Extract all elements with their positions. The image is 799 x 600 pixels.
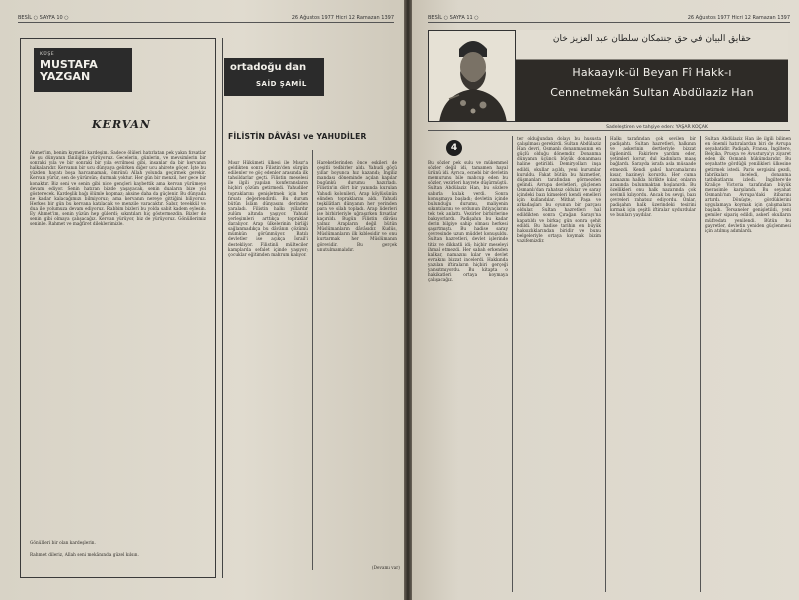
section-author: SAİD ŞAMİL	[256, 80, 307, 88]
filistin-headline: FİLİSTİN DÂVÂSI ve YAHUDİLER	[228, 132, 367, 141]
right-page	[412, 0, 799, 600]
right-body-column-4: Sultan Abdülaziz Han ile ilgili bilinen en önemli hatıralardan biri de Avrupa seyahatidir. Padişah, Fransa, İngiltere, Belçika, Prusya ve Avusturya'yı ziyaret eden ilk Osmanlı hükümdarıdır. Bu seyahatte gördüğü yenilikleri ülkesine getirmek istedi. Paris sergisini gezdi, fabrikaları inceledi, donanma tatbikatlarını izledi. İngiltere'de Kraliçe Victoria tarafından büyük merasimle karşılandı. Bu seyahat Osmanlı'nın Avrupa'daki itibarını artırdı. Dönüşte, gördüklerini uygulamaya koymak için çalışmalara başladı. Tersaneler genişletildi, yeni gemiler sipariş edildi, askerî okulların müfredatı yenilendi. Bütün bu gayretler, devletin yeniden güçlenmesi için atılmış adımlardı.	[705, 136, 791, 233]
right-column-rule-3	[700, 136, 701, 592]
section-banner	[224, 58, 324, 96]
right-body-column-1: Bu sözler pek sulu ve mükemmel sözler değil idi, tamamen hayal ürünü idi. Ayrıca, ecnebi bir devletin memurunu bile mahcup eden bu sözler, vezirleri hayrete düşürmüştü. Sultan Abdülaziz Han, bu sözlere sabırla kulak verdi. Sonra konuşmaya başladı; devletin içinde bulunduğu durumu, maliyenin sıkıntılarını ve ordunun ihtiyaçlarını tek tek anlattı. Vezirler birbirlerine bakıyorlardı. Padişahın bu kadar derin bilgiye sahip olması herkesi şaşırtmıştı. Bu hadise saray çevresinde uzun müddet konuşuldu. Sultan hazretleri, devlet işlerinde titiz ve dikkatli idi; hiçbir meseleyi ihmal etmezdi. Her sabah erkenden kalkar, namazını kılar ve devlet evrakını bizzat incelerdi. Hakkında yazılan iftiraların hiçbiri gerçeği yansıtmıyordu. Bu kitapta o hakikatleri ortaya koymaya çalışacağız.	[428, 160, 508, 283]
article-title-kervan: KERVAN	[92, 118, 151, 131]
ottoman-script-title: حقايق البيان في حق جنتمكان سلطان عبد العزيز خان	[552, 34, 752, 44]
title-banner	[516, 30, 788, 122]
title-line-1: Hakaayık-ül Beyan Fî Hakk-ı	[572, 66, 732, 79]
title-divider	[428, 130, 790, 131]
prepared-by-credit: Sadeleştiren ve tahşiye eden: YAŞAR KOÇAK	[606, 125, 708, 130]
right-body-column-2: ter olduğundan dolayı bu hususta çalışılması gerekirdi. Sultan Abdülaziz Han devri, Osmanlı donanmasının en güçlü olduğu dönemdir. Donanma dünyanın üçüncü büyük donanması haline getirildi. Demiryolları inşa edildi, okullar açıldı, yeni kurumlar kuruldu. Fakat bütün bu hizmetler, düşmanları tarafından görmezden gelindi. Avrupa devletleri, güçlenen Osmanlı'dan rahatsız oldular ve saray içindeki bazı kimseleri kendi emelleri için kullandılar. Mithat Paşa ve arkadaşları bu oyunun bir parçası oldular. Sultan hazretleri hal edildikten sonra Çırağan Sarayı'na kapatıldı ve birkaç gün sonra şehit edildi. Bu hadise tarihin en büyük haksızlıklarından biridir ve bunu belgeleriyle ortaya koymak bizim vazifemizdir.	[517, 136, 601, 243]
installment-number-badge: 4	[446, 140, 462, 156]
column2-body-a: Mısır Hükümeti ülkesi ile Mısır'a geldikten sonra Filistin'den sürgün edilenler ve göç edenler arasında ilk tahsildarlar geçti. Filistin meselesi ile ilgili yapılan konferansların hiçbiri çözüm getirmedi. Yahudiler topraklarını genişletmek için her fırsatı değerlendirdi. Bu durum bütün İslâm dünyasını derinden yaraladı. Filistin halkı yıllardır zulüm altında yaşıyor. Yahudi yerleşimleri arttıkça topraklar daralıyor. Arap ülkelerinin birliği sağlanmadıkça bu dâvânın çözümü mümkün görünmüyor. Batılı devletler ise açıkça İsrail'i destekliyor. Filistinli mülteciler kamplarda sefalet içinde yaşıyor; çocuklar eğitimden mahrum kalıyor.	[228, 160, 308, 257]
column2-body-b: Hareketlerinden önce eskileri de çeşitli tedbirler aldı. Yahudi göçü yıllar boyunca hız kazandı; İngiliz mandası döneminde açılan kapılar bugünkü durumu hazırladı. Filistin'in dört bir yanında kurulan Yahudi kolonileri, Arap köylüsünün elinden topraklarını aldı. Yahudi teşkilâtları dünyanın her yerinden para ve silah topladı. Arap liderleri ise birbirleriyle uğraşırken fırsatlar kaçırıldı. Bugün Filistin dâvâsı yalnız Arapların değil bütün Müslümanların dâvâsıdır. Kudüs, Müslümanların ilk kıblesidir ve onu kurtarmak her Müslümanın görevidir. Bu gerçek unutulmamalıdır.	[317, 160, 397, 252]
sultan-portrait	[428, 30, 516, 122]
title-line-2: Cennetmekân Sultan Abdülaziz Han	[550, 86, 754, 99]
column1-closing-2: Rahmet dileriz, Allah seni mekânında güzel kılsın.	[30, 552, 139, 557]
author-first-name: MUSTAFA	[40, 58, 98, 71]
author-box	[34, 48, 132, 92]
right-column-rule-2	[605, 136, 606, 592]
column1-body: Ahmet'im, benim kıymetli kardeşim. Sadece ölüleri hatırlatan pek yakın fırsatlar ile şu dünyanın fâniliğine yürüyoruz. Gecelerin, günlerin, ve mevsimlerin bir sonraki yıla ve bir sonraki bir yıla evrilmesi gibi, insanlar da bir kervanın halkalarıdır. Kervanın bir ucu dünyaya gelirken diğer ucu ahirete göçer. İşte bu yüzden hayatı boşa harcamamak, ömrünü Allah yolunda geçirmek gerekir. Kervan yürür, sen de yürürsün; durmak yoktur. Her gün bir menzil, her gece bir konaktır. Biz seni ve senin gibi nice gençleri kaybettik ama kervan yürümeye devam ediyor. Senin hatıran bizde yaşayacak, senin duaların bize yol gösterecek. Kardeşlik bağı ölümle kopmaz; aksine daha da güçlenir. Bu dünyada ne kadar kalacağımızı bilmiyoruz; ama kervanın nereye gittiğini biliyoruz. Herkes bir gün bu kervana katılacak ve menzile varacaktır. Sabır, tevekkül ve dua ile yolumuza devam ediyoruz. Rabbim bizleri bu yolda sabit kadem eylesin. Ey Ahmet'im, senin yüzün hep gülerdi; sıkıntıları hiç göstermezdin. Bizler de senin gibi olmaya çalışacağız. Kervan yürüyor, biz de yürüyoruz. Gönüllerimiz seninle. Rahmet ve mağfiret dileklerimizle.	[30, 150, 206, 227]
right-header-date: 26 Ağustos 1977 Hicri 12 Ramazan 1397	[687, 14, 790, 21]
left-header-page-number: BESİL ○ SAYFA 10 ○	[18, 14, 69, 21]
sultan-portrait-illustration	[429, 31, 516, 122]
column1-closing-1: Gönülleri bir olan kardeşlerin.	[30, 540, 96, 545]
left-page-header	[18, 13, 394, 23]
book-gutter	[404, 0, 412, 600]
series-label: KÜŞE	[40, 52, 55, 57]
section-title: ortadoğu dan	[230, 62, 307, 73]
column2-inner-rule	[312, 150, 313, 570]
author-last-name: YAZGAN	[40, 70, 91, 83]
left-header-date: 26 Ağustos 1977 Hicri 12 Ramazan 1397	[291, 14, 394, 21]
right-column-rule-1	[512, 136, 513, 592]
right-page-header	[428, 13, 790, 23]
right-header-page-number: BESİL ○ SAYFA 11 ○	[428, 14, 479, 21]
right-body-column-3: Halkı tarafından çok sevilen bir padişahtı. Sultan hazretleri, halkının ve askerinin dertleriyle bizzat ilgilenirdi. Fakirlere yardım eder, yetimleri korur, dul kadınlara maaş bağlardı. Sarayda israfa asla müsaade etmezdi. Kendi şahsî harcamalarını kısar, hazineyi korurdu. Her cuma namazını halkla birlikte kılar, onların arasında bulunmaktan hoşlanırdı. Bu özellikleri onu halk nazarında çok sevimli kılıyordu. Ancak bu sevgi, bazı çevreleri rahatsız ediyordu. Onlar, padişahın halk üzerindeki tesirini kırmak için çeşitli iftiralar uydurdular ve bunları yaydılar.	[610, 136, 696, 218]
column2-signoff: (Devamı var)	[371, 565, 400, 570]
